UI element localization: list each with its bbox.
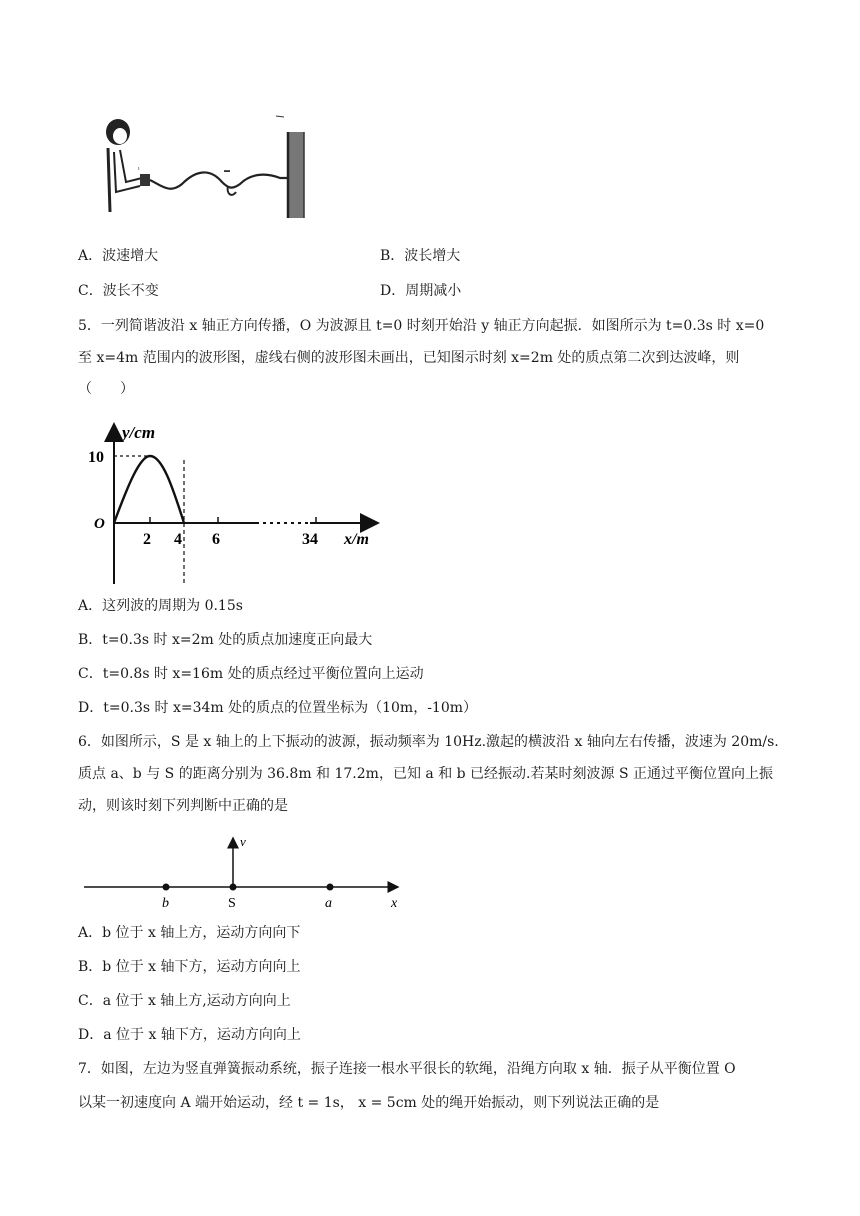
q5-x-tick-6: 6 [212, 531, 220, 548]
q5-x-tick-34: 34 [302, 531, 318, 548]
svg-text:▬: ▬ [224, 168, 230, 174]
q6-figure-axis [84, 830, 414, 910]
q4-option-b: B．波长增大 [380, 248, 461, 264]
q6-b-label: b [162, 896, 169, 910]
q5-x-tick-4: 4 [174, 531, 182, 548]
q5-option-b: B．t=0.3s 时 x=2m 处的质点加速度正向最大 [78, 632, 373, 648]
q7-stem-line-1: 7．如图，左边为竖直弹簧振动系统，振子连接一根水平很长的软绳，沿绳方向取 x 轴．振子从平衡位置 O [78, 1061, 736, 1077]
q5-stem-line-2: 至 x=4m 范围内的波形图，虚线右侧的波形图未画出，已知图示时刻 x=2m 处的质点第二次到达波峰，则 [78, 350, 740, 366]
q5-option-c: C．t=0.8s 时 x=16m 处的质点经过平衡位置向上运动 [78, 666, 424, 682]
q5-wave-curve [114, 456, 184, 523]
q5-stem-line-1: 5．一列简谐波沿 x 轴正方向传播，O 为波源且 t=0 时刻开始沿 y 轴正方向起振．如图所示为 t=0.3s 时 x=0 [78, 318, 765, 334]
q5-option-a: A．这列波的周期为 0.15s [78, 598, 243, 614]
q5-y-axis-label: y/cm [122, 423, 156, 442]
q6-v-label: v [240, 834, 246, 849]
q5-x-tick-2: 2 [143, 531, 151, 548]
q4-option-d: D．周期减小 [380, 283, 462, 299]
q7-stem-line-2: 以某一初速度向 A 端开始运动，经 t = 1s， x = 5cm 处的绳开始振动，则下列说法正确的是 [78, 1095, 660, 1111]
q6-option-c: C．a 位于 x 轴上方,运动方向向上 [78, 993, 291, 1009]
q6-stem-line-2: 质点 a、b 与 S 的距离分别为 36.8m 和 17.2m，已知 a 和 b 已经振动.若某时刻波源 S 正通过平衡位置向上振 [78, 766, 773, 782]
q6-stem-line-1: 6．如图所示，S 是 x 轴上的上下振动的波源，振动频率为 10Hz.激起的横波沿 x 轴向左右传播，波速为 20m/s. [78, 734, 779, 750]
q5-origin-label: O [94, 516, 105, 532]
q6-s-label: S [228, 896, 236, 910]
q6-x-label: x [391, 896, 398, 910]
q6-stem-line-3: 动，则该时刻下列判断中正确的是 [78, 798, 288, 814]
q6-point-b [163, 884, 170, 891]
q6-option-a: A．b 位于 x 轴上方，运动方向向下 [78, 925, 301, 941]
q5-figure-wave-graph [88, 420, 388, 588]
q5-x-axis-label: x/m [344, 531, 369, 548]
q4-option-a: A．波速增大 [78, 248, 159, 264]
q5-stem-line-3: （ ） [78, 381, 134, 397]
q5-option-d: D．t=0.3s 时 x=34m 处的质点的位置坐标为（10m，-10m） [78, 700, 478, 716]
q6-option-b: B．b 位于 x 轴下方，运动方向向上 [78, 959, 301, 975]
q5-y-tick-10: 10 [88, 449, 104, 466]
q4-figure-rope-wave [100, 112, 310, 222]
q6-a-label: a [325, 896, 332, 910]
q6-point-a [327, 884, 334, 891]
q4-option-c: C．波长不变 [78, 283, 159, 299]
svg-text:ı: ı [138, 166, 140, 172]
q6-point-s [230, 884, 237, 891]
q6-option-d: D．a 位于 x 轴下方，运动方向向上 [78, 1027, 301, 1043]
